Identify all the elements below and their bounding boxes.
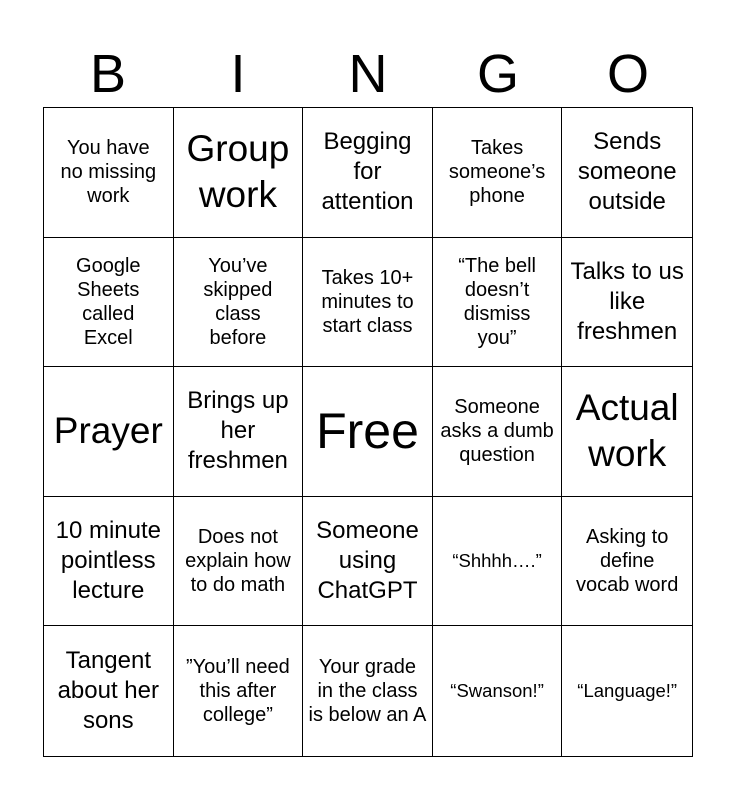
bingo-cell[interactable]	[44, 108, 174, 238]
cell-text: Begging for attention	[321, 128, 414, 216]
cell-text: “Shhhh….”	[452, 550, 542, 571]
cell-text: Google Sheets called Excel	[76, 254, 141, 349]
header-letter-i: I	[230, 44, 246, 104]
cell-text: Tangent about her sons	[57, 647, 159, 735]
bingo-cell[interactable]	[433, 108, 563, 238]
bingo-cell[interactable]	[303, 497, 433, 627]
cell-text: Group work	[186, 128, 290, 216]
bingo-cell[interactable]	[303, 108, 433, 238]
cell-text: Your grade in the class is below an A	[308, 656, 427, 727]
cell-text: “Language!”	[577, 680, 678, 702]
cell-text: “The bell doesn’t dismiss you”	[458, 254, 536, 349]
header-letter-o: O	[606, 44, 649, 104]
header-letter-n: N	[348, 44, 388, 104]
bingo-cell[interactable]	[433, 497, 563, 627]
bingo-cell[interactable]	[562, 367, 692, 497]
cell-text: Someone using ChatGPT	[316, 517, 419, 605]
cell-text: You’ve skipped class before	[203, 254, 273, 349]
bingo-cell[interactable]	[174, 238, 304, 368]
bingo-cell[interactable]	[44, 626, 174, 756]
cell-text: Prayer	[53, 410, 163, 452]
cell-text: Asking to define vocab word	[576, 526, 679, 597]
bingo-cell[interactable]	[562, 626, 692, 756]
cell-text: You have no missing work	[60, 137, 157, 208]
bingo-board	[43, 107, 693, 757]
bingo-cell[interactable]	[174, 108, 304, 238]
bingo-cell[interactable]	[44, 367, 174, 497]
bingo-cell[interactable]	[303, 238, 433, 368]
bingo-cell[interactable]	[433, 367, 563, 497]
cell-text: Sends someone outside	[577, 128, 677, 216]
bingo-cell[interactable]	[174, 626, 304, 756]
header-letter-g: G	[476, 44, 519, 104]
cell-text: Does not explain how to do math	[185, 526, 291, 597]
cell-text: Someone asks a dumb question	[440, 396, 554, 467]
cell-text: 10 minute pointless lecture	[55, 517, 161, 605]
bingo-header	[43, 40, 693, 108]
bingo-cell free-space[interactable]	[303, 367, 433, 497]
header-letter-b: B	[89, 44, 127, 104]
bingo-cell[interactable]	[562, 497, 692, 627]
cell-text: Takes someone’s phone	[448, 137, 546, 208]
bingo-cell[interactable]	[44, 497, 174, 627]
cell-text: Actual work	[575, 387, 679, 475]
bingo-cell[interactable]	[44, 238, 174, 368]
cell-text: ”You’ll need this after college”	[185, 656, 290, 727]
bingo-cell[interactable]	[174, 497, 304, 627]
bingo-cell[interactable]	[562, 238, 692, 368]
cell-text: “Swanson!”	[450, 680, 544, 702]
bingo-cell[interactable]	[433, 238, 563, 368]
bingo-cell[interactable]	[303, 626, 433, 756]
cell-text: Takes 10+ minutes to start class	[321, 266, 414, 337]
cell-text: Talks to us like freshmen	[570, 257, 684, 345]
bingo-cell[interactable]	[174, 367, 304, 497]
cell-text: Brings up her freshmen	[187, 387, 289, 475]
cell-text: Free	[316, 402, 419, 459]
bingo-cell[interactable]	[562, 108, 692, 238]
bingo-cell[interactable]	[433, 626, 563, 756]
